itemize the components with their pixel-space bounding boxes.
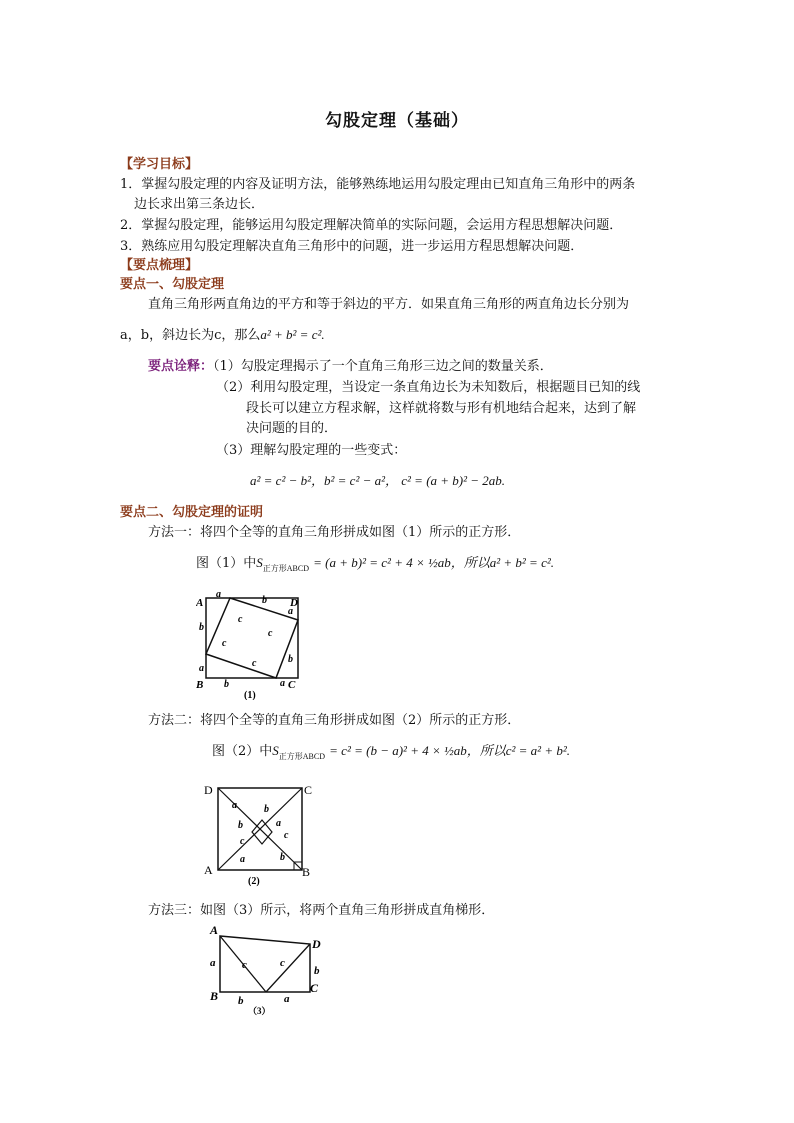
note-label: 要点诠释： <box>148 359 214 374</box>
svg-text:c: c <box>222 638 227 649</box>
svg-text:B: B <box>196 679 204 691</box>
svg-text:c: c <box>252 658 257 669</box>
figure-1-caption: (1) <box>244 690 256 700</box>
note-2c: 决问题的目的． <box>246 421 338 436</box>
svg-text:a: a <box>210 957 216 969</box>
kp1-text-b-pre: a，b，斜边长为c，那么 <box>120 328 261 343</box>
square-abcd-subscript: 正方形ABCD <box>262 564 310 573</box>
svg-text:a: a <box>240 854 245 865</box>
note-3-formula: a² = c² − b²，b² = c² − a²， c² = (a + b)² − 2ab. <box>250 473 506 488</box>
method1-formula-body: = (a + b)² = c² + 4 × ½ab，所以a² + b² = c². <box>313 555 554 570</box>
svg-text:c: c <box>240 836 245 847</box>
svg-text:a: a <box>216 590 221 600</box>
note-1-line <box>148 358 553 376</box>
svg-text:c: c <box>284 830 289 841</box>
note-3: （3）理解勾股定理的一些变式： <box>216 443 407 458</box>
svg-text:b: b <box>224 679 229 690</box>
method1-formula: 图（1）中$S_{正方形ABCD} = (a + b)^2 = c^2 + 4$ × ½ab，所以a² + b² = c². <box>196 555 554 573</box>
figure-2-caption: (2) <box>248 876 260 887</box>
svg-text:a: a <box>284 993 290 1005</box>
objectives-heading: 【学习目标】 <box>120 157 199 172</box>
objective-1b: 边长求出第三条边长． <box>134 197 265 212</box>
method1-formula-pre: 图（1）中 <box>196 556 257 571</box>
figure-3 <box>206 920 336 1016</box>
method2-formula-pre: 图（2）中 <box>212 744 273 759</box>
method1-text: 方法一：将四个全等的直角三角形拼成如图（1）所示的正方形． <box>148 525 521 540</box>
svg-text:C: C <box>304 783 313 797</box>
svg-text:a: a <box>232 800 237 811</box>
kp1-heading: 要点一、勾股定理 <box>120 277 225 292</box>
figure-2 <box>200 780 320 890</box>
svg-text:c: c <box>242 959 247 971</box>
svg-text:b: b <box>314 965 320 977</box>
svg-text:D: D <box>290 597 298 609</box>
kp2-heading: 要点二、勾股定理的证明 <box>120 505 264 520</box>
svg-text:B: B <box>302 865 311 879</box>
svg-text:b: b <box>288 654 293 665</box>
svg-text:C: C <box>288 679 296 691</box>
objective-1a: 1．掌握勾股定理的内容及证明方法，能够熟练地运用勾股定理由已知直角三角形中的两条 <box>120 177 636 192</box>
pythagoras-formula: a² + b² = c². <box>260 327 325 342</box>
svg-text:c: c <box>280 957 285 969</box>
svg-text:a: a <box>288 606 293 617</box>
svg-text:c: c <box>238 614 243 625</box>
method3-text: 方法三：如图（3）所示，将两个直角三角形拼成直角梯形． <box>148 903 495 918</box>
svg-text:D: D <box>204 783 213 797</box>
svg-text:b: b <box>238 995 244 1007</box>
note-1: （1）勾股定理揭示了一个直角三角形三边之间的数量关系． <box>213 359 553 374</box>
objective-3: 3．熟练应用勾股定理解决直角三角形中的问题，进一步运用方程思想解决问题． <box>120 239 584 254</box>
svg-text:b: b <box>238 820 243 831</box>
svg-text:b: b <box>280 852 285 863</box>
note-2b: 段长可以建立方程求解，这样就将数与形有机地结合起来，达到了解 <box>246 401 637 416</box>
figure-3-caption: （3） <box>248 1006 271 1016</box>
svg-text:a: a <box>276 818 281 829</box>
svg-text:D: D <box>312 937 321 951</box>
svg-text:B: B <box>210 989 219 1003</box>
method2-formula: 图（2）中$S_{正方形ABCD} = c^2 = (b - a)^2 + 4$ × ½ab，所以c² = a² + b². <box>212 743 570 761</box>
svg-text:a: a <box>199 663 204 674</box>
objective-2: 2．掌握勾股定理，能够运用勾股定理解决简单的实际问题，会运用方程思想解决问题． <box>120 218 623 233</box>
square-abcd-subscript-2: 正方形ABCD <box>278 752 326 761</box>
method2-text: 方法二：将四个全等的直角三角形拼成如图（2）所示的正方形． <box>148 713 521 728</box>
svg-text:c: c <box>268 628 273 639</box>
note-2a: （2）利用勾股定理，当设定一条直角边长为未知数后，根据题目已知的线 <box>216 380 641 395</box>
page-title: 勾股定理（基础） <box>325 111 469 131</box>
svg-text:C: C <box>310 981 319 995</box>
figure-1 <box>196 590 306 700</box>
svg-text:b: b <box>199 622 204 633</box>
keypoints-heading: 【要点梳理】 <box>120 258 199 273</box>
kp1-text-b <box>120 326 325 345</box>
svg-text:A: A <box>210 923 219 937</box>
svg-text:b: b <box>262 595 267 606</box>
svg-text:b: b <box>264 804 269 815</box>
kp1-text-a: 直角三角形两直角边的平方和等于斜边的平方．如果直角三角形的两直角边长分别为 <box>148 297 630 312</box>
svg-text:A: A <box>204 863 213 877</box>
svg-text:A: A <box>196 597 204 609</box>
method2-formula-body: = c² = (b − a)² + 4 × ½ab，所以c² = a² + b². <box>329 743 570 758</box>
svg-text:a: a <box>280 678 285 689</box>
